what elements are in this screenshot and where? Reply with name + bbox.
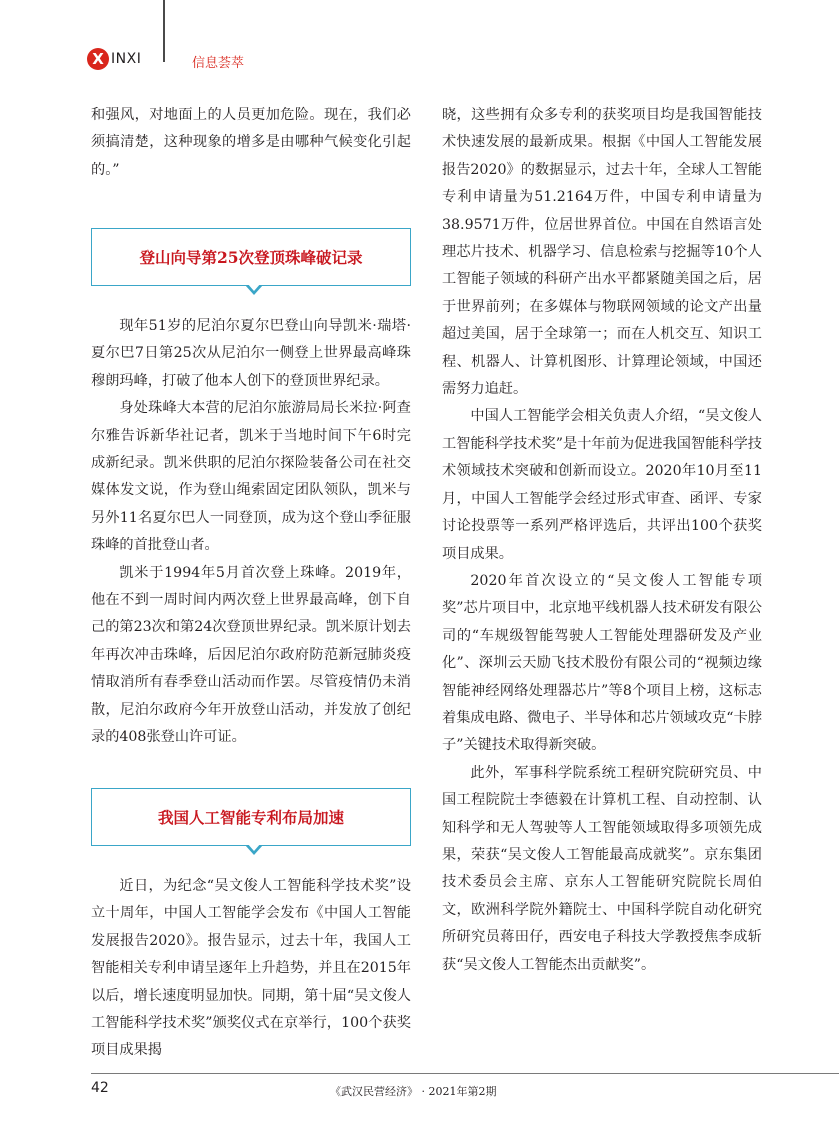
left-column-article2 (91, 873, 411, 1065)
paragraph: 近日，为纪念“吴文俊人工智能科学技术奖”设立十周年，中国人工智能学会发布《中国人工智能发展报告2020》。报告显示，过去十年，我国人工智能相关专利申请呈逐年上升趋势，并且在2015年以后，增长速度明显加快。同期，第十届“吴文俊人工智能科学技术奖”颁奖仪式在京举行，100个获奖项目成果揭 (91, 878, 411, 1059)
journal-footer: 《武汉民营经济》 · 2021年第2期 (330, 1085, 497, 1098)
logo-text: INXI (111, 51, 142, 67)
title-box-notch (245, 285, 263, 295)
column-logo (87, 48, 141, 70)
logo-x-circle: X (87, 48, 109, 70)
paragraph: 身处珠峰大本营的尼泊尔旅游局局长米拉·阿查尔雅告诉新华社记者，凯米于当地时间下午6时完成新纪录。凯米供职的尼泊尔探险装备公司在社交媒体发文说，作为登山绳索固定团队领队，凯米与另外11名夏尔巴人一同登顶，成为这个登山季征服珠峰的首批登山者。 (91, 400, 411, 554)
article-title-box (91, 788, 411, 846)
footer-rule (91, 1073, 839, 1074)
left-column-intro (91, 102, 411, 184)
article-title-box (91, 228, 411, 286)
article-title: 我国人工智能专利布局加速 (157, 808, 344, 827)
article-title: 登山向导第25次登顶珠峰破记录 (139, 248, 363, 267)
title-box-notch (245, 845, 263, 855)
header-divider-line (163, 0, 165, 62)
paragraph: 2020年首次设立的“吴文俊人工智能专项奖”芯片项目中，北京地平线机器人技术研发有限公司的“车规级智能驾驶人工智能处理器研发及产业化”、深圳云天励飞技术股份有限公司的“视频边缘智能神经网络处理器芯片”等8个项目上榜，这标志着集成电路、微电子、半导体和芯片领域攻克“卡脖子”关键技术取得新突破。 (442, 572, 762, 754)
right-column (442, 102, 762, 979)
paragraph: 现年51岁的尼泊尔夏尔巴登山向导凯米·瑞塔·夏尔巴7日第25次从尼泊尔一侧登上世界最高峰珠穆朗玛峰，打破了他本人创下的登顶世界纪录。 (91, 318, 411, 389)
paragraph: 凯米于1994年5月首次登上珠峰。2019年，他在不到一周时间内两次登上世界最高峰，创下自己的第23次和第24次登顶世界纪录。凯米原计划去年再次冲击珠峰，后因尼泊尔政府防范新冠肺炎疫情取消所有春季登山活动而作罢。尽管疫情仍未消散，尼泊尔政府今年开放登山活动，并发放了创纪录的408张登山许可证。 (91, 564, 411, 746)
paragraph: 中国人工智能学会相关负责人介绍，“吴文俊人工智能科学技术奖”是十年前为促进我国智能科学技术领域技术突破和创新而设立。2020年10月至11月，中国人工智能学会经过形式审查、函评、专家讨论投票等一系列严格评选后，共评出100个获奖项目成果。 (442, 408, 762, 562)
section-title: 信息荟萃 (192, 56, 245, 71)
paragraph: 晓，这些拥有众多专利的获奖项目均是我国智能技术快速发展的最新成果。根据《中国人工智能发展报告2020》的数据显示，过去十年，全球人工智能专利申请量为51.2164万件，中国专利申请量为38.9571万件，位居世界首位。中国在自然语言处理芯片技术、机器学习、信息检索与挖掘等10个人工智能子领域的科研产出水平都紧随美国之后，居于世界前列；在多媒体与物联网领域的论文产出量超过美国，居于全球第一；而在人机交互、知识工程、机器人、计算机图形、计算理论领域，中国还需努力追赶。 (442, 107, 762, 398)
left-column-article1 (91, 313, 411, 752)
page-number: 42 (91, 1080, 109, 1096)
paragraph: 此外，军事科学院系统工程研究院研究员、中国工程院院士李德毅在计算机工程、自动控制、认知科学和无人驾驶等人工智能领域取得多项领先成果，荣获“吴文俊人工智能最高成就奖”。京东集团技术委员会主席、京东人工智能研究院院长周伯文，欧洲科学院外籍院士、中国科学院自动化研究所研究员蒋田仔，西安电子科技大学教授焦李成斩获“吴文俊人工智能杰出贡献奖”。 (442, 764, 762, 973)
paragraph: 和强风，对地面上的人员更加危险。现在，我们必须搞清楚，这种现象的增多是由哪种气候变化引起的。” (91, 107, 411, 178)
